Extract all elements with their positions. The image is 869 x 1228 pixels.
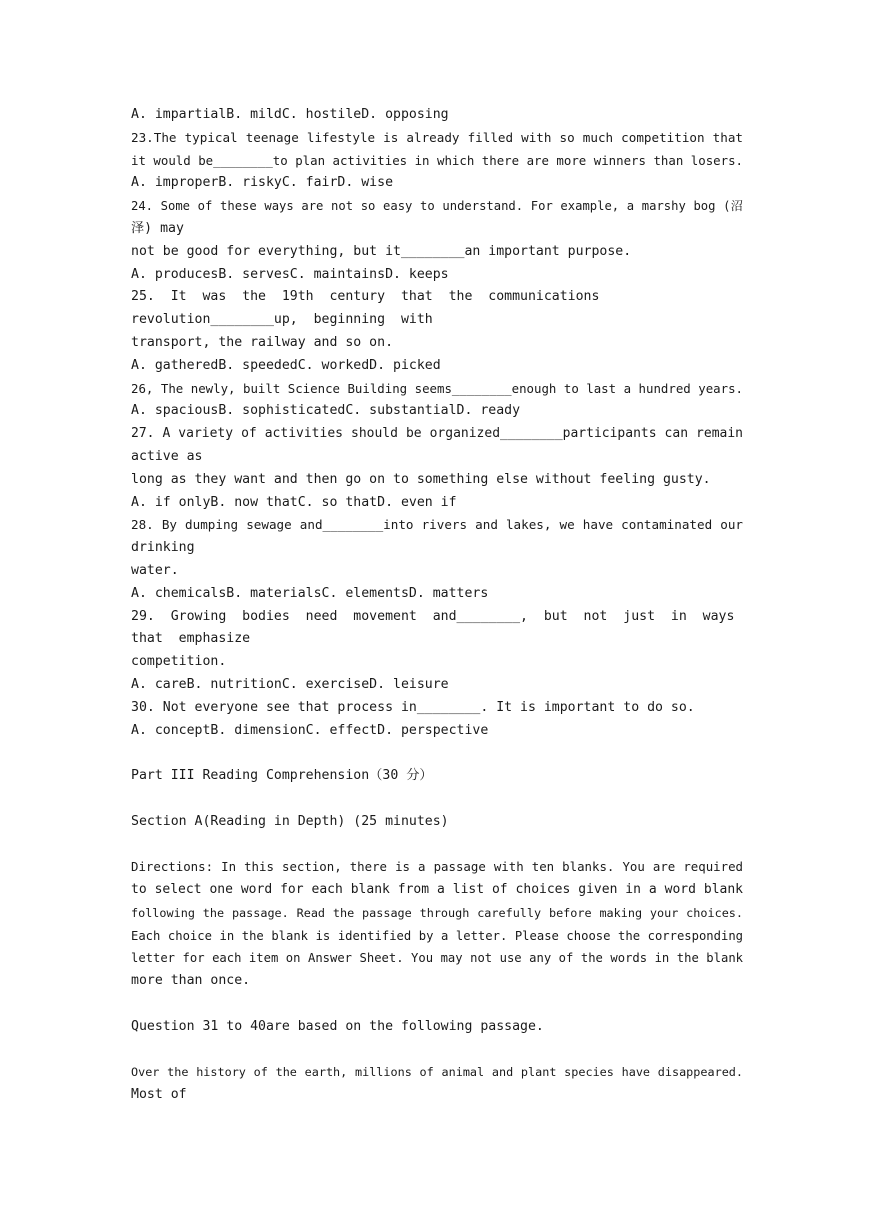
document-page — [131, 104, 743, 1107]
question-28-options: A. chemicalsB. materialsC. elementsD. matters — [131, 585, 489, 601]
question-25-options: A. gatheredB. speededC. workedD. picked — [131, 357, 441, 373]
question-29-line-3: competition. — [131, 654, 227, 670]
question-25-line-1: 25. It was the 19th century that the communications — [131, 289, 600, 305]
spacer — [131, 993, 743, 1016]
question-22-options: A. impartialB. mildC. hostileD. opposing — [131, 107, 449, 122]
question-30-options: A. conceptB. dimensionC. effectD. perspective — [131, 722, 489, 738]
directions-line: more than once. — [131, 973, 251, 989]
spacer — [131, 1039, 743, 1062]
passage-line: Most of — [131, 1087, 187, 1103]
directions-line: Directions: In this section, there is a passage with ten blanks. You are required — [131, 859, 743, 875]
directions-line: Each choice in the blank is identified by a letter. Please choose the corresponding — [131, 928, 743, 943]
passage-line: Over the history of the earth, millions of animal and plant species have disappeared. — [131, 1065, 743, 1080]
section-heading: Section A(Reading in Depth) (25 minutes) — [131, 813, 449, 829]
part-heading: Part III Reading Comprehension（30 分） — [131, 768, 433, 784]
question-24-line-2: 泽) may — [131, 220, 184, 236]
question-26-options: A. spaciousB. sophisticatedC. substantialD. ready — [131, 403, 521, 419]
question-23-line-1: 23.The typical teenage lifestyle is already filled with so much competition that — [131, 129, 743, 145]
question-24-line-3: not be good for everything, but it________an important purpose. — [131, 243, 632, 259]
question-23-options: A. improperB. riskyC. fairD. wise — [131, 175, 394, 191]
directions-line: to select one word for each blank from a list of choices given in a word blank — [131, 882, 743, 898]
question-30-line-1: 30. Not everyone see that process in________. It is important to do so. — [131, 699, 695, 715]
question-25-line-3: transport, the railway and so on. — [131, 334, 394, 350]
question-27-line-2: active as — [131, 448, 203, 464]
spacer — [131, 788, 743, 811]
question-23-line-2: it would be________to plan activities in which there are more winners than losers. — [131, 152, 743, 168]
question-27-line-3: long as they want and then go on to something else without feeling gusty. — [131, 471, 711, 487]
question-25-line-2: revolution________up, beginning with — [131, 312, 433, 328]
question-24-line-1: 24. Some of these ways are not so easy to understand. For example, a marshy bog (沼 — [131, 199, 743, 214]
question-29-options: A. careB. nutritionC. exerciseD. leisure — [131, 676, 449, 692]
question-28-line-2: drinking — [131, 540, 195, 556]
spacer — [131, 834, 743, 857]
directions-line: letter for each item on Answer Sheet. You may not use any of the words in the blank — [131, 951, 743, 966]
question-intro: Question 31 to 40are based on the following passage. — [131, 1018, 544, 1034]
question-28-line-1: 28. By dumping sewage and________into rivers and lakes, we have contaminated our — [131, 517, 743, 533]
question-26-line-1: 26, The newly, built Science Building seems________enough to last a hundred years. — [131, 380, 743, 396]
directions-line: following the passage. Read the passage through carefully before making your choices. — [131, 905, 743, 920]
passage-block — [131, 1061, 743, 1107]
directions-block — [131, 856, 743, 993]
spacer — [131, 742, 743, 765]
question-29-line-2: that emphasize — [131, 631, 251, 647]
question-29-line-1: 29. Growing bodies need movement and________, but not just in ways — [131, 608, 735, 624]
question-27-options: A. if onlyB. now thatC. so thatD. even if — [131, 494, 457, 510]
question-24-options: A. producesB. servesC. maintainsD. keeps — [131, 266, 449, 282]
questions-block — [131, 104, 743, 742]
question-27-line-1: 27. A variety of activities should be organized________participants can remain — [131, 426, 743, 442]
question-28-line-3: water. — [131, 562, 179, 578]
